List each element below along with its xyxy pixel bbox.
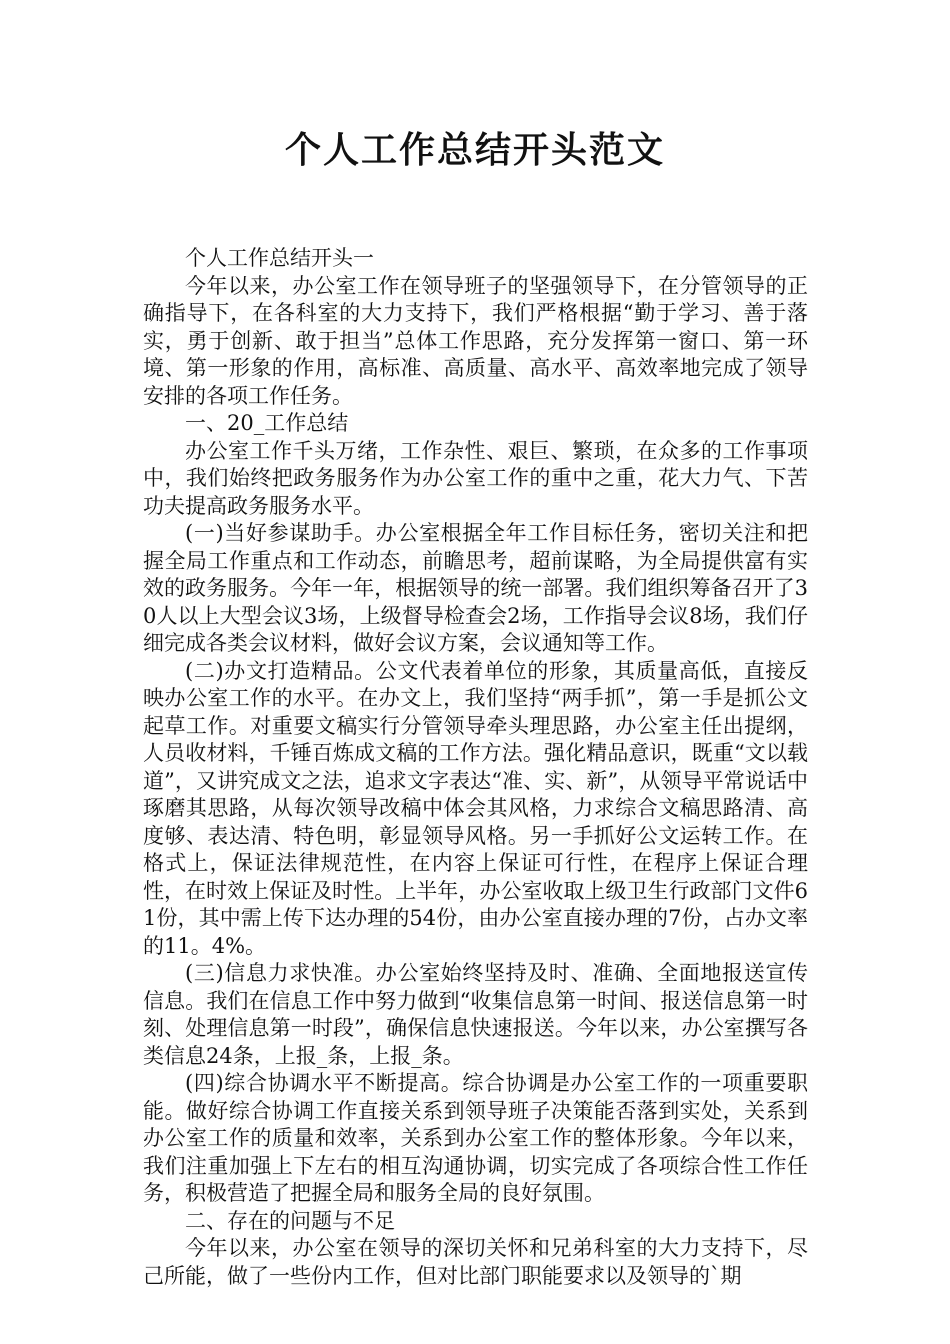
document-title: 个人工作总结开头范文	[284, 130, 665, 171]
section-heading: 一、20_工作总结	[185, 411, 349, 435]
document-body	[143, 245, 808, 1290]
paragraph: 今年以来，办公室在领导的深切关怀和兄弟科室的大力支持下，尽己所能，做了一些份内工作，但对比部门职能要求以及领导的`期	[143, 1236, 808, 1288]
paragraph: (三)信息力求快准。办公室始终坚持及时、准确、全面地报送宣传信息。我们在信息工作中努力做到“收集信息第一时间、报送信息第一时刻、处理信息第一时段”，确保信息快速报送。今年以来，办公室撰写各类信息24条，上报_条，上报_条。	[143, 961, 808, 1068]
section-heading: 个人工作总结开头一	[185, 246, 374, 270]
paragraph: 办公室工作千头万绪，工作杂性、艰巨、繁琐，在众多的工作事项中，我们始终把政务服务作为办公室工作的重中之重，花大力气、下苦功夫提高政务服务水平。	[143, 438, 808, 518]
paragraph: (四)综合协调水平不断提高。综合协调是办公室工作的一项重要职能。做好综合协调工作直接关系到领导班子决策能否落到实处，关系到办公室工作的质量和效率，关系到办公室工作的整体形象。今年以来，我们注重加强上下左右的相互沟通协调，切实完成了各项综合性工作任务，积极营造了把握全局和服务全局的良好氛围。	[143, 1071, 808, 1205]
paragraph: (二)办文打造精品。公文代表着单位的形象，其质量高低，直接反映办公室工作的水平。在办文上，我们坚持“两手抓”，第一手是抓公文起草工作。对重要文稿实行分管领导牵头理思路，办公室主任出提纲，人员收材料，千锤百炼成文稿的工作方法。强化精品意识，既重“文以载道”，又讲究成文之法，追求文字表达“准、实、新”，从领导平常说话中琢磨其思路，从每次领导改稿中体会其风格，力求综合文稿思路清、高度够、表达清、特色明，彰显领导风格。另一手抓好公文运转工作。在格式上，保证法律规范性，在内容上保证可行性，在程序上保证合理性，在时效上保证及时性。上半年，办公室收取上级卫生行政部门文件61份，其中需上传下达办理的54份，由办公室直接办理的7份，占办文率的11。4%。	[143, 658, 808, 958]
section-heading: 二、存在的问题与不足	[185, 1208, 395, 1233]
paragraph: (一)当好参谋助手。办公室根据全年工作目标任务，密切关注和把握全局工作重点和工作动态，前瞻思考，超前谋略，为全局提供富有实效的政务服务。今年一年，根据领导的统一部署。我们组织筹备召开了30人以上大型会议3场，上级督导检查会2场，工作指导会议8场，我们仔细完成各类会议材料，做好会议方案，会议通知等工作。	[143, 521, 808, 655]
paragraph: 今年以来，办公室工作在领导班子的坚强领导下，在分管领导的正确指导下，在各科室的大力支持下，我们严格根据“勤于学习、善于落实，勇于创新、敢于担当”总体工作思路，充分发挥第一窗口、第一环境、第一形象的作用，高标准、高质量、高水平、高效率地完成了领导安排的各项工作任务。	[143, 273, 808, 408]
